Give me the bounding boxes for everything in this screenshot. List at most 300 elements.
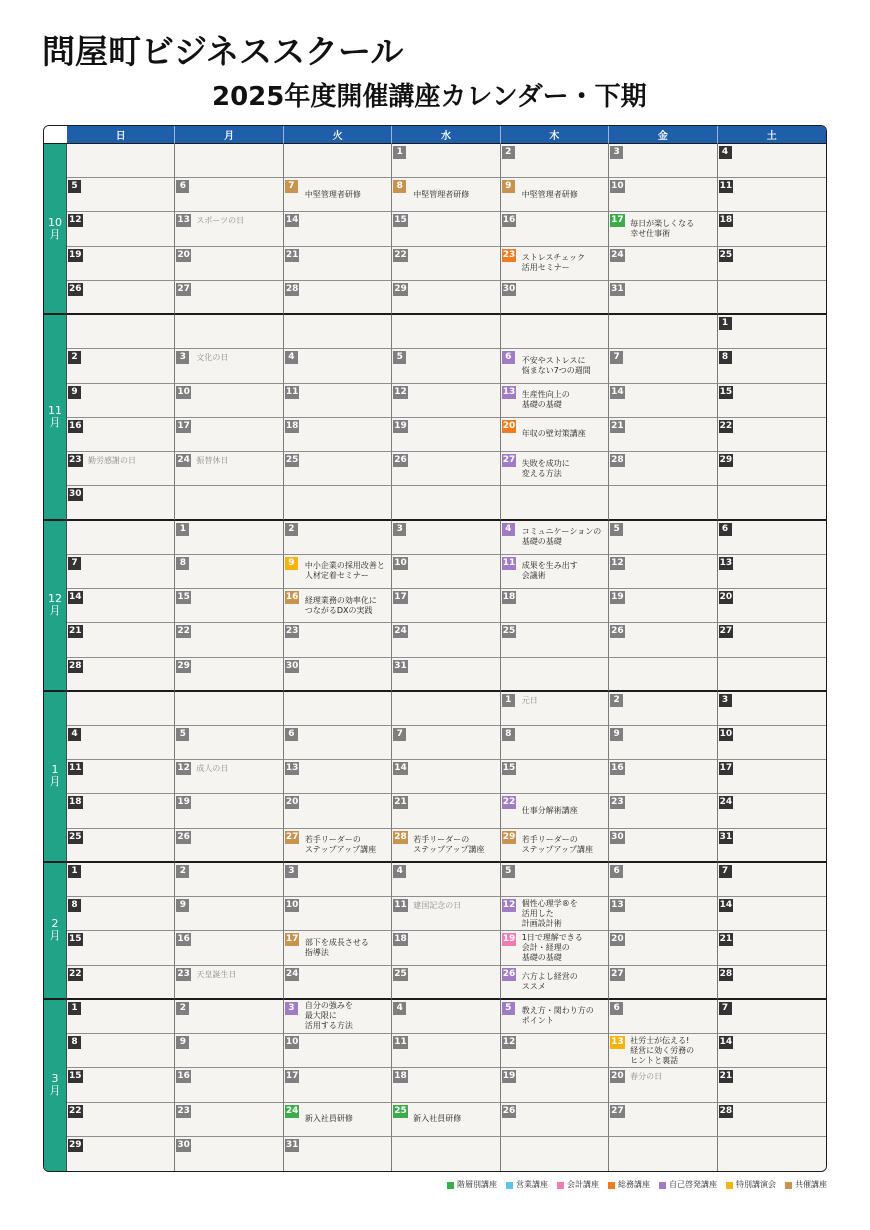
date-badge: 23 (177, 968, 190, 979)
date-badge: 23 (69, 455, 82, 466)
empty-day-cell (175, 486, 283, 520)
empty-day-cell (501, 315, 609, 349)
day-cell (67, 1103, 175, 1137)
date-badge: 14 (69, 592, 82, 603)
date-badge: 14 (394, 763, 407, 774)
course-title: 社労士が伝える! 経営に効く労務の ヒントと裏話 (630, 1035, 695, 1065)
date-badge: 28 (285, 283, 299, 294)
date-badge: 11 (502, 557, 516, 568)
date-badge: 17 (285, 1071, 299, 1082)
legend-label: 共催講座 (795, 1180, 827, 1189)
day-cell (392, 418, 500, 452)
date-badge: 25 (502, 626, 516, 637)
date-badge: 29 (177, 660, 190, 671)
date-badge: 29 (69, 1139, 82, 1150)
day-cell (718, 589, 826, 623)
date-badge: 19 (177, 797, 190, 808)
empty-day-cell (284, 144, 392, 178)
day-cell (501, 384, 609, 418)
date-badge: 11 (719, 181, 733, 192)
day-cell (175, 281, 283, 315)
date-badge: 4 (502, 523, 515, 536)
date-badge: 23 (611, 797, 624, 808)
date-badge: 21 (69, 626, 82, 637)
empty-day-cell (284, 315, 392, 349)
date-badge: 3 (393, 523, 406, 536)
day-cell (284, 863, 392, 897)
date-badge: 16 (177, 934, 190, 945)
day-cell (718, 144, 826, 178)
date-badge: 12 (177, 763, 190, 774)
day-cell (67, 349, 175, 383)
date-badge: 24 (394, 626, 407, 637)
date-badge: 17 (611, 215, 624, 226)
day-cell (609, 178, 717, 212)
month-label-text: 10月 (48, 215, 62, 241)
day-cell (609, 794, 717, 828)
day-cell (392, 555, 500, 589)
day-cell (609, 281, 717, 315)
day-cell (609, 1068, 717, 1102)
date-badge: 31 (719, 831, 733, 842)
date-badge: 27 (177, 283, 190, 294)
date-badge: 26 (177, 831, 190, 842)
day-cell (609, 931, 717, 965)
day-cell (175, 1034, 283, 1068)
date-badge: 14 (719, 1037, 733, 1048)
day-cell (175, 931, 283, 965)
date-badge: 12 (69, 215, 82, 226)
day-cell (284, 212, 392, 246)
date-badge: 17 (394, 592, 407, 603)
date-badge: 16 (285, 592, 299, 603)
course-title: 経理業務の効率化に つながるDXの実践 (304, 595, 377, 615)
day-cell (175, 452, 283, 486)
month-label (44, 315, 67, 520)
day-cell (609, 452, 717, 486)
day-cell (718, 726, 826, 760)
course-title: 失敗を成功に 変える方法 (521, 458, 570, 478)
weekday-header-sun: 日 (67, 126, 175, 144)
date-badge: 25 (394, 1105, 407, 1116)
day-cell (501, 144, 609, 178)
date-badge: 15 (177, 592, 190, 603)
date-badge: 21 (719, 1071, 733, 1082)
day-cell (718, 418, 826, 452)
course-calendar (43, 125, 827, 1172)
date-badge: 10 (394, 557, 407, 568)
date-badge: 28 (69, 660, 82, 671)
day-cell (175, 760, 283, 794)
date-badge: 10 (285, 1037, 299, 1048)
month-label-text: 2月 (49, 917, 61, 943)
date-badge: 13 (502, 386, 516, 397)
day-cell (392, 794, 500, 828)
day-cell (392, 384, 500, 418)
date-badge: 8 (176, 557, 189, 570)
holiday-name: スポーツの日 (196, 216, 245, 226)
day-cell (175, 349, 283, 383)
day-cell (175, 794, 283, 828)
empty-day-cell (392, 1137, 500, 1171)
day-cell (67, 1034, 175, 1068)
calendar-corner (44, 126, 67, 144)
day-cell (67, 212, 175, 246)
holiday-name: 建国記念の日 (413, 901, 462, 911)
day-cell (175, 1137, 283, 1171)
date-badge: 27 (611, 1105, 624, 1116)
date-badge: 1 (719, 317, 732, 330)
day-cell (609, 212, 717, 246)
month-label-text: 11月 (48, 403, 62, 429)
day-cell (284, 178, 392, 212)
course-title: 新入社員研修 (413, 1114, 462, 1124)
date-badge: 27 (719, 626, 733, 637)
date-badge: 15 (502, 763, 516, 774)
date-badge: 11 (394, 900, 407, 911)
date-badge: 17 (177, 420, 190, 431)
legend-swatch (506, 1182, 513, 1189)
course-title: 年収の壁対策講座 (521, 429, 586, 439)
date-badge: 26 (69, 283, 82, 294)
course-title: 中堅管理者研修 (521, 189, 578, 199)
date-badge: 6 (610, 1002, 623, 1015)
day-cell (67, 589, 175, 623)
day-cell (501, 212, 609, 246)
day-cell (609, 623, 717, 657)
legend-item (726, 1180, 776, 1190)
course-title: 生産性向上の 基礎の基礎 (521, 390, 570, 410)
day-cell (67, 1137, 175, 1171)
day-cell (609, 418, 717, 452)
day-cell (392, 144, 500, 178)
course-title: 若手リーダーの ステップアップ講座 (413, 834, 485, 854)
empty-day-cell (609, 486, 717, 520)
date-badge: 19 (502, 934, 516, 945)
day-cell (67, 897, 175, 931)
day-cell (501, 726, 609, 760)
day-cell (284, 384, 392, 418)
day-cell (284, 1068, 392, 1102)
date-badge: 30 (285, 660, 299, 671)
day-cell (609, 589, 717, 623)
day-cell (718, 384, 826, 418)
day-cell (284, 1000, 392, 1034)
date-badge: 9 (176, 1036, 189, 1049)
date-badge: 16 (177, 1071, 190, 1082)
course-title: 個性心理学®を 活用した 計画設計術 (521, 898, 578, 928)
day-cell (67, 555, 175, 589)
date-badge: 26 (611, 626, 624, 637)
day-cell (392, 863, 500, 897)
month-label-text: 1月 (49, 763, 61, 789)
date-badge: 10 (719, 728, 733, 739)
date-badge: 24 (611, 249, 624, 260)
day-cell (501, 589, 609, 623)
empty-day-cell (718, 658, 826, 692)
empty-day-cell (501, 658, 609, 692)
day-cell (501, 692, 609, 726)
day-cell (501, 521, 609, 555)
month-label-text: 12月 (48, 592, 62, 618)
empty-day-cell (67, 692, 175, 726)
day-cell (284, 589, 392, 623)
day-cell (67, 1068, 175, 1102)
date-badge: 8 (502, 728, 515, 741)
date-badge: 7 (393, 728, 406, 741)
legend-swatch (608, 1182, 615, 1189)
date-badge: 10 (177, 386, 190, 397)
date-badge: 22 (394, 249, 407, 260)
holiday-name: 天皇誕生日 (196, 969, 237, 979)
legend-label: 総務講座 (618, 1180, 650, 1189)
day-cell (609, 966, 717, 1000)
day-cell (501, 829, 609, 863)
day-cell (284, 829, 392, 863)
date-badge: 11 (394, 1037, 407, 1048)
day-cell (718, 760, 826, 794)
date-badge: 9 (68, 386, 81, 399)
date-badge: 10 (285, 900, 299, 911)
date-badge: 3 (285, 1002, 298, 1015)
date-badge: 28 (719, 968, 733, 979)
day-cell (609, 555, 717, 589)
legend-item (506, 1180, 548, 1190)
day-cell (392, 247, 500, 281)
date-badge: 30 (502, 283, 516, 294)
day-cell (67, 863, 175, 897)
day-cell (392, 1068, 500, 1102)
date-badge: 5 (502, 865, 515, 878)
date-badge: 7 (719, 1002, 732, 1015)
day-cell (284, 418, 392, 452)
day-cell (609, 1103, 717, 1137)
day-cell (284, 726, 392, 760)
legend-swatch (557, 1182, 564, 1189)
day-cell (718, 315, 826, 349)
day-cell (67, 760, 175, 794)
legend-item (785, 1180, 827, 1190)
day-cell (284, 521, 392, 555)
day-cell (718, 1103, 826, 1137)
day-cell (175, 178, 283, 212)
date-badge: 8 (719, 351, 732, 364)
date-badge: 2 (176, 865, 189, 878)
date-badge: 10 (611, 181, 624, 192)
day-cell (175, 521, 283, 555)
date-badge: 18 (719, 215, 733, 226)
day-cell (501, 349, 609, 383)
empty-day-cell (175, 692, 283, 726)
day-cell (609, 692, 717, 726)
date-badge: 13 (285, 763, 299, 774)
day-cell (392, 1000, 500, 1034)
day-cell (718, 349, 826, 383)
date-badge: 22 (69, 968, 82, 979)
day-cell (501, 966, 609, 1000)
date-badge: 8 (393, 180, 406, 193)
date-badge: 1 (68, 865, 81, 878)
day-cell (392, 829, 500, 863)
day-cell (284, 281, 392, 315)
holiday-name: 春分の日 (630, 1072, 663, 1082)
date-badge: 5 (393, 351, 406, 364)
holiday-name: 文化の日 (196, 353, 229, 363)
date-badge: 14 (285, 215, 299, 226)
date-badge: 1 (176, 523, 189, 536)
day-cell (718, 931, 826, 965)
day-cell (284, 760, 392, 794)
date-badge: 2 (502, 146, 515, 159)
date-badge: 18 (69, 797, 82, 808)
holiday-name: 元日 (521, 695, 538, 705)
date-badge: 25 (394, 968, 407, 979)
day-cell (175, 212, 283, 246)
date-badge: 16 (611, 763, 624, 774)
date-badge: 6 (176, 180, 189, 193)
day-cell (501, 178, 609, 212)
legend-swatch (659, 1182, 666, 1189)
course-title: コミュニケーションの 基礎の基礎 (521, 527, 602, 547)
date-badge: 20 (285, 797, 299, 808)
date-badge: 12 (611, 557, 624, 568)
date-badge: 23 (502, 249, 516, 260)
date-badge: 13 (611, 900, 624, 911)
month-label-text: 3月 (49, 1072, 61, 1098)
day-cell (392, 931, 500, 965)
day-cell (501, 794, 609, 828)
date-badge: 7 (285, 180, 298, 193)
date-badge: 19 (502, 1071, 516, 1082)
empty-day-cell (609, 658, 717, 692)
month-label (44, 863, 67, 1000)
date-badge: 7 (610, 351, 623, 364)
date-badge: 28 (611, 455, 624, 466)
weekday-header-mon: 月 (175, 126, 283, 144)
date-badge: 19 (394, 420, 407, 431)
date-badge: 28 (394, 831, 407, 842)
holiday-name: 勤労感謝の日 (88, 456, 136, 466)
date-badge: 4 (285, 351, 298, 364)
date-badge: 18 (394, 934, 407, 945)
holiday-name: 振替休日 (196, 456, 229, 466)
date-badge: 25 (69, 831, 82, 842)
day-cell (501, 555, 609, 589)
date-badge: 17 (285, 934, 299, 945)
day-cell (718, 829, 826, 863)
day-cell (718, 212, 826, 246)
date-badge: 22 (719, 420, 733, 431)
legend-item (557, 1180, 599, 1190)
date-badge: 7 (719, 865, 732, 878)
day-cell (718, 555, 826, 589)
empty-day-cell (718, 281, 826, 315)
day-cell (284, 897, 392, 931)
date-badge: 26 (394, 455, 407, 466)
date-badge: 20 (177, 249, 190, 260)
day-cell (175, 247, 283, 281)
date-badge: 16 (502, 215, 516, 226)
legend-item (659, 1180, 717, 1190)
date-badge: 3 (719, 694, 732, 707)
empty-day-cell (175, 144, 283, 178)
day-cell (284, 1137, 392, 1171)
date-badge: 15 (719, 386, 733, 397)
date-badge: 3 (176, 351, 189, 364)
legend-label: 営業講座 (516, 1180, 548, 1189)
date-badge: 5 (502, 1002, 515, 1015)
legend-swatch (726, 1182, 733, 1189)
day-cell (392, 589, 500, 623)
day-cell (175, 623, 283, 657)
date-badge: 11 (285, 386, 299, 397)
day-cell (67, 178, 175, 212)
date-badge: 31 (611, 283, 624, 294)
day-cell (501, 931, 609, 965)
day-cell (392, 281, 500, 315)
day-cell (609, 521, 717, 555)
date-badge: 23 (177, 1105, 190, 1116)
course-title: 中小企業の採用改善と 人材定着セミナー (304, 561, 385, 581)
day-cell (392, 178, 500, 212)
day-cell (175, 1068, 283, 1102)
date-badge: 24 (285, 1105, 299, 1116)
date-badge: 18 (285, 420, 299, 431)
date-badge: 5 (610, 523, 623, 536)
date-badge: 1 (68, 1002, 81, 1015)
day-cell (67, 931, 175, 965)
day-cell (501, 1034, 609, 1068)
date-badge: 22 (177, 626, 190, 637)
date-badge: 24 (177, 455, 190, 466)
course-title: 自分の強みを 最大限に 活用する方法 (304, 1001, 353, 1031)
date-badge: 6 (719, 523, 732, 536)
day-cell (718, 794, 826, 828)
date-badge: 20 (502, 420, 516, 431)
day-cell (609, 760, 717, 794)
day-cell (501, 247, 609, 281)
date-badge: 12 (394, 386, 407, 397)
date-badge: 13 (177, 215, 190, 226)
day-cell (175, 863, 283, 897)
date-badge: 15 (69, 1071, 82, 1082)
empty-day-cell (175, 315, 283, 349)
date-badge: 11 (69, 763, 82, 774)
holiday-name: 成人の日 (196, 764, 229, 774)
category-legend (447, 1180, 827, 1190)
day-cell (67, 452, 175, 486)
date-badge: 27 (611, 968, 624, 979)
empty-day-cell (609, 1137, 717, 1171)
date-badge: 8 (68, 1036, 81, 1049)
day-cell (501, 897, 609, 931)
month-label (44, 521, 67, 692)
legend-swatch (447, 1182, 454, 1189)
course-title: 若手リーダーの ステップアップ講座 (304, 834, 377, 854)
date-badge: 29 (719, 455, 733, 466)
day-cell (392, 726, 500, 760)
day-cell (609, 349, 717, 383)
course-title: 不安やストレスに 悩まない7つの週間 (521, 356, 591, 375)
date-badge: 19 (611, 592, 624, 603)
date-badge: 14 (719, 900, 733, 911)
date-badge: 22 (69, 1105, 82, 1116)
day-cell (501, 863, 609, 897)
date-badge: 6 (610, 865, 623, 878)
date-badge: 26 (502, 968, 516, 979)
day-cell (284, 555, 392, 589)
date-badge: 16 (69, 420, 82, 431)
